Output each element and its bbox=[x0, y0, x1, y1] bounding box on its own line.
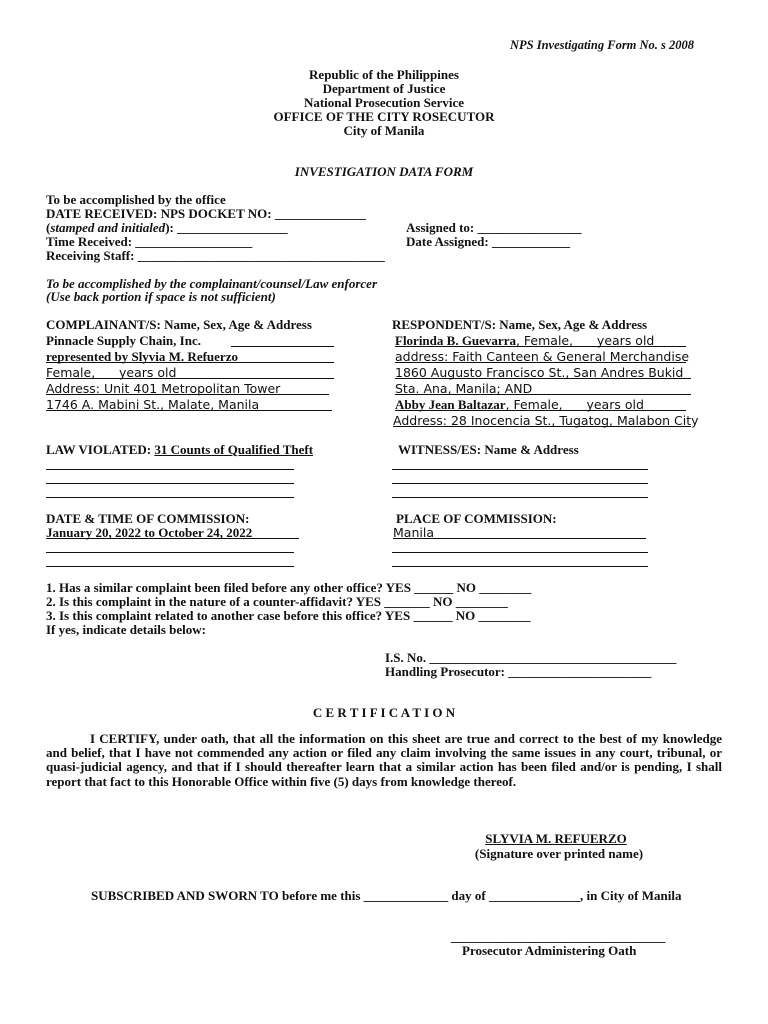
place-commission-rule bbox=[393, 538, 646, 539]
complainant-note-2: (Use back portion if space is not sufficient) bbox=[46, 289, 276, 304]
witness-heading: WITNESS/ES: Name & Address bbox=[398, 442, 579, 457]
respondent-line-1-rule bbox=[395, 346, 686, 347]
receiving-staff-field[interactable]: Receiving Staff: ______________________________________ bbox=[46, 248, 385, 263]
place-blank-line-2[interactable] bbox=[392, 566, 648, 567]
place-commission-heading: PLACE OF COMMISSION: bbox=[396, 511, 557, 526]
complainant-line-5[interactable]: 1746 A. Mabini St., Malate, Manila bbox=[46, 397, 260, 412]
law-violated-value: 31 Counts of Qualified Theft bbox=[154, 442, 314, 457]
complainant-line-3[interactable]: Female, years old bbox=[46, 365, 177, 380]
question-1[interactable]: 1. Has a similar complaint been filed before any other office? YES ______ NO ________ bbox=[46, 580, 532, 595]
handling-prosecutor-field[interactable]: Handling Prosecutor: ______________________ bbox=[385, 664, 652, 679]
prosecutor-caption: Prosecutor Administering Oath bbox=[462, 943, 637, 958]
certification-title: C E R T I F I C A T I O N bbox=[312, 705, 456, 720]
subscribed-sworn[interactable]: SUBSCRIBED AND SWORN TO before me this _____________ day of ______________, in City of Manila bbox=[91, 888, 682, 903]
complainant-line-4-rule bbox=[46, 394, 329, 395]
respondent-line-4[interactable]: Sta. Ana, Manila; AND bbox=[395, 381, 533, 396]
question-3[interactable]: 3. Is this complaint related to another case before this office? YES ______ NO ________ bbox=[46, 608, 531, 623]
respondent-line-2-rule bbox=[395, 362, 686, 363]
prosecutor-signature-line[interactable]: _________________________________ bbox=[451, 929, 666, 944]
stamped-initialed-field[interactable] bbox=[46, 220, 288, 235]
complainant-line-2-rule bbox=[46, 362, 334, 363]
form-number: NPS Investigating Form No. s 2008 bbox=[510, 38, 695, 52]
header-city: City of Manila bbox=[343, 123, 425, 138]
respondent-name-1: Florinda B. Guevarra bbox=[395, 333, 516, 348]
date-blank-line-2[interactable] bbox=[46, 566, 294, 567]
place-blank-line-1[interactable] bbox=[392, 552, 648, 553]
law-blank-line-1[interactable] bbox=[46, 469, 294, 470]
place-commission-value[interactable]: Manila bbox=[393, 525, 434, 540]
is-number-field[interactable]: I.S. No. ______________________________________ bbox=[385, 650, 677, 665]
header-republic: Republic of the Philippines bbox=[309, 67, 459, 82]
date-blank-line-1[interactable] bbox=[46, 552, 294, 553]
stamped-close: ): _________________ bbox=[165, 220, 288, 235]
stamped-label: stamped and initialed bbox=[50, 220, 166, 235]
law-blank-line-2[interactable] bbox=[46, 483, 294, 484]
respondent-heading: RESPONDENT/S: Name, Sex, Age & Address bbox=[392, 317, 648, 332]
date-commission-value[interactable]: January 20, 2022 to October 24, 2022 bbox=[46, 525, 253, 540]
office-intro: To be accomplished by the office bbox=[46, 192, 226, 207]
if-yes-note: If yes, indicate details below: bbox=[46, 622, 206, 637]
respondent-line-5-rule bbox=[395, 410, 686, 411]
date-assigned-field[interactable]: Date Assigned: ____________ bbox=[406, 234, 570, 249]
time-received-field[interactable]: Time Received: __________________ bbox=[46, 234, 253, 249]
law-violated-label: LAW VIOLATED: bbox=[46, 442, 155, 457]
signature-caption: (Signature over printed name) bbox=[474, 846, 644, 861]
respondent-line-4-rule bbox=[395, 394, 691, 395]
complainant-heading: COMPLAINANT/S: Name, Sex, Age & Address bbox=[46, 317, 312, 332]
complainant-line-1-rule bbox=[231, 346, 334, 347]
complainant-line-4[interactable]: Address: Unit 401 Metropolitan Tower bbox=[46, 381, 281, 396]
witness-blank-line-2[interactable] bbox=[392, 483, 648, 484]
respondent-line-3[interactable]: 1860 Augusto Francisco St., San Andres Bukid bbox=[395, 365, 684, 380]
respondent-detail-2: , Female, years old bbox=[505, 397, 644, 412]
complainant-line-3-rule bbox=[46, 378, 334, 379]
date-commission-heading: DATE & TIME OF COMMISSION: bbox=[46, 511, 250, 526]
witness-blank-line-1[interactable] bbox=[392, 469, 648, 470]
law-violated[interactable] bbox=[46, 442, 313, 457]
assigned-to-field[interactable]: Assigned to: ________________ bbox=[406, 220, 582, 235]
respondent-line-6[interactable]: Address: 28 Inocencia St., Tugatog, Malabon City bbox=[393, 413, 699, 428]
witness-blank-line-3[interactable] bbox=[392, 497, 648, 498]
complainant-line-1[interactable]: Pinnacle Supply Chain, Inc. bbox=[46, 333, 201, 348]
form-title: INVESTIGATION DATA FORM bbox=[294, 164, 474, 179]
law-blank-line-3[interactable] bbox=[46, 497, 294, 498]
header-department: Department of Justice bbox=[322, 81, 446, 96]
complainant-note-1: To be accomplished by the complainant/counsel/Law enforcer bbox=[46, 276, 378, 291]
respondent-name-2: Abby Jean Baltazar bbox=[395, 397, 506, 412]
header-office: OFFICE OF THE CITY ROSECUTOR bbox=[273, 109, 495, 124]
respondent-line-3-rule bbox=[395, 378, 691, 379]
date-received-field[interactable]: DATE RECEIVED: NPS DOCKET NO: ______________ bbox=[46, 206, 366, 221]
question-2[interactable]: 2. Is this complaint in the nature of a counter-affidavit? YES _______ NO ________ bbox=[46, 594, 508, 609]
complainant-line-5-rule bbox=[46, 410, 332, 411]
respondent-detail-1: , Female, years old bbox=[515, 333, 655, 348]
header-nps: National Prosecution Service bbox=[303, 95, 465, 110]
respondent-line-2[interactable]: address: Faith Canteen & General Merchandise bbox=[395, 349, 690, 364]
complainant-line-2[interactable]: represented by Slyvia M. Refuerzo bbox=[46, 349, 238, 364]
certification-body: I CERTIFY, under oath, that all the information on this sheet are true and correct to the best of my knowledge and belief, that I have not commended any action or filed any claim involving the same issues in any court, tribunal, or quasi-judicial agency, and that if I should thereafter learn that a similar action has been filed and/or is pending, I shall report that fact to this Honorable Office within five (5) days from knowledge thereof. bbox=[46, 731, 722, 789]
signatory-name: SLYVIA M. REFUERZO bbox=[485, 831, 627, 846]
respondent-line-6-rule bbox=[393, 426, 691, 427]
stamped-open: ( bbox=[46, 220, 51, 235]
date-commission-rule bbox=[46, 538, 299, 539]
